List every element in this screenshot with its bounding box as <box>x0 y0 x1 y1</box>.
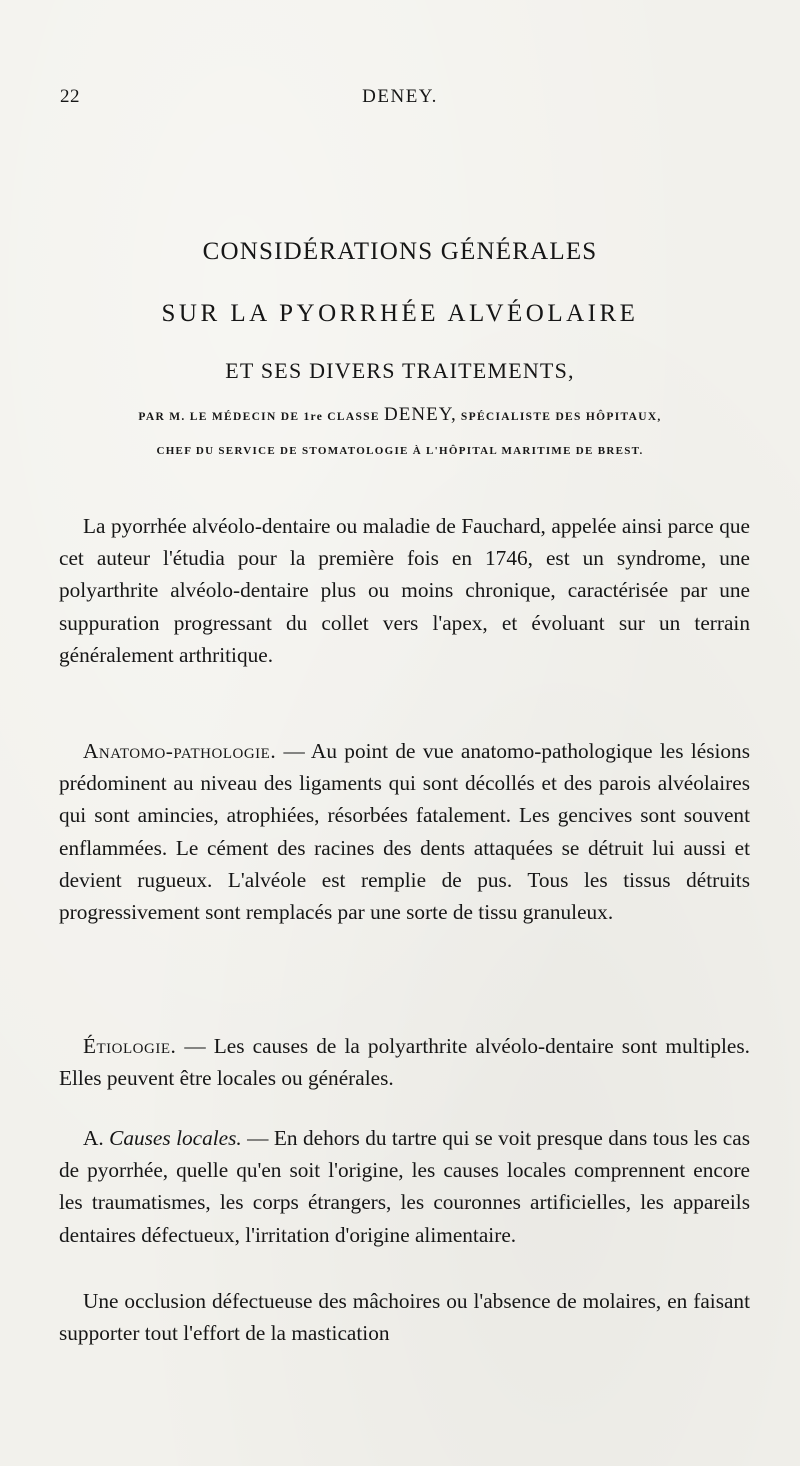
paragraph-occlusion <box>59 1285 750 1349</box>
paragraph-text: — Les causes de la polyarthrite alvéolo-dentaire sont multiples. Elles peuvent être locales ou générales. <box>59 1034 750 1091</box>
page-number: 22 <box>60 86 80 107</box>
page-header <box>60 86 740 116</box>
paragraph-text: Une occlusion défectueuse des mâchoires ou l'absence de molaires, en faisant supporter tout l'effort de la mastication <box>59 1289 750 1346</box>
section-heading-etiologie: Étiologie. <box>83 1034 177 1058</box>
paragraph-causes-locales <box>59 1122 750 1251</box>
paragraph-text: — En dehors du tartre qui se voit presque dans tous les cas de pyorrhée, quelle qu'en soit l'origine, les causes locales comprennent encore les traumatismes, les corps étrangers, les couronnes artificielles, les appareils dentaires défectueux, l'irritation d'origine alimentaire. <box>59 1126 750 1247</box>
paragraph-etiologie <box>59 1030 750 1094</box>
paragraph-text: — Au point de vue anatomo-pathologique les lésions prédominent au niveau des ligaments qui sont décollés et des parois alvéolaires qui sont amincies, atrophiées, résorbées fatalement. Les gencives sont souvent enflammées. Le cément des racines des dents attaquées se détruit lui aussi et devient rugueux. L'alvéole est remplie de pus. Tous les tissus détruits progressivement sont remplacés par une sorte de tissu granuleux. <box>59 739 750 925</box>
article-title-line-1: CONSIDÉRATIONS GÉNÉRALES <box>202 238 598 265</box>
paragraph-anatomo-pathologie <box>59 735 750 928</box>
article-title-line-2: SUR LA PYORRHÉE ALVÉOLAIRE <box>161 300 639 327</box>
subsection-label: A. <box>83 1126 110 1150</box>
article-title-line-3: ET SES DIVERS TRAITEMENTS, <box>225 358 575 383</box>
byline-suffix: SPÉCIALISTE DES HÔPITAUX, <box>460 411 662 423</box>
section-heading-anatomo-pathologie: Anatomo-pathologie. <box>83 739 277 763</box>
author-name: DENEY, <box>384 404 457 425</box>
author-affiliation: CHEF DU SERVICE DE STOMATOLOGIE À L'HÔPITAL MARITIME DE BREST. <box>156 445 644 457</box>
paragraph-definition <box>59 510 750 671</box>
author-byline <box>40 404 760 426</box>
paragraph-text: La pyorrhée alvéolo-dentaire ou maladie de Fauchard, appelée ainsi parce que cet auteur l'étudia pour la première fois en 1746, est un syndrome, une polyarthrite alvéolo-dentaire plus ou moins chronique, caractérisée par une suppuration progressant du collet vers l'apex, et évoluant sur un terrain généralement arthritique. <box>59 514 750 667</box>
running-head: DENEY. <box>362 86 438 107</box>
byline-prefix: PAR M. LE MÉDECIN DE 1re CLASSE <box>138 411 380 423</box>
subsection-heading-causes-locales: Causes locales. <box>109 1126 242 1150</box>
